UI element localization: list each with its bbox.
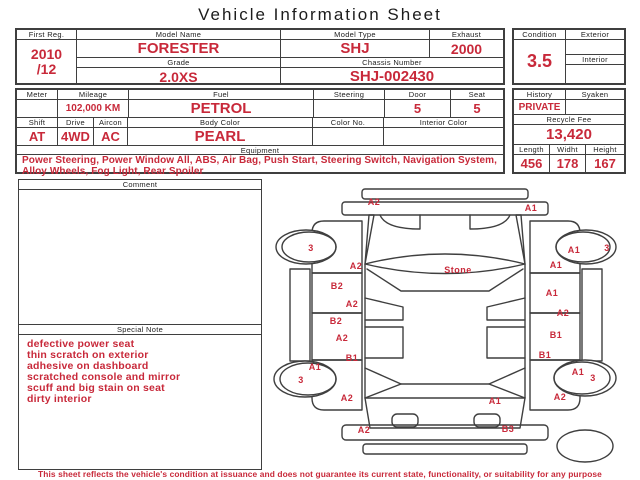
exterior-value (566, 40, 624, 55)
shift-value: AT (28, 129, 46, 144)
body-color-label: Body Color (128, 118, 312, 128)
damage-code-a2: A2 (340, 393, 354, 403)
window-right-front (487, 298, 525, 320)
special-note-body (19, 335, 261, 469)
width-label: Widht (550, 145, 585, 155)
car-damage-diagram (268, 185, 640, 465)
wiper-arc-left (380, 215, 420, 229)
width-cell (550, 145, 586, 172)
damage-code-a2: A2 (367, 197, 381, 207)
grade-value: 2.0XS (159, 68, 198, 85)
recycle-fee-cell (514, 115, 624, 145)
seat-cell (451, 90, 503, 117)
door-value: 5 (413, 101, 422, 116)
steering-value (314, 100, 384, 117)
damage-code-stone: Stone (444, 265, 472, 275)
special-note-line: adhesive on dashboard (27, 360, 149, 372)
body-sides (365, 264, 525, 398)
rear-lower-panel (363, 444, 527, 454)
shift-label: Shift (17, 118, 57, 128)
wiper-arc-right (470, 215, 510, 229)
a-pillar-left (365, 215, 374, 264)
exhaust-value: 2000 (450, 40, 483, 57)
syaken-cell (566, 90, 624, 114)
height-value: 167 (594, 156, 616, 171)
aircon-label: Aircon (94, 118, 127, 128)
history-panel (512, 88, 626, 174)
fuel-cell (129, 90, 314, 117)
steering-label: Steering (314, 90, 384, 100)
page-title: Vehicle Information Sheet (198, 5, 442, 24)
door-label: Door (385, 90, 450, 100)
width-value: 178 (556, 156, 579, 171)
damage-code-a2: A2 (556, 308, 570, 318)
special-note-label: Special Note (19, 325, 261, 335)
length-cell (514, 145, 550, 172)
spare-wheel (557, 430, 613, 462)
recycle-fee-label: Recycle Fee (514, 115, 624, 125)
fuel-value: PETROL (190, 100, 252, 117)
exhaust-cell (430, 30, 503, 57)
door-cell (385, 90, 451, 117)
damage-code-b2: B2 (330, 281, 344, 291)
vehicle-main-table (15, 28, 505, 85)
damage-code-b1: B1 (538, 350, 552, 360)
aircon-cell (94, 118, 128, 145)
special-note-line: defective power seat (27, 338, 135, 350)
damage-code-3: 3 (590, 373, 596, 383)
history-cell (514, 90, 566, 114)
damage-code-3: 3 (604, 243, 610, 253)
interior-color-value (384, 128, 503, 145)
drive-label: Drive (58, 118, 93, 128)
seat-value: 5 (473, 101, 481, 116)
meter-label: Meter (17, 90, 57, 100)
exhaust-label: Exhaust (430, 30, 503, 40)
damage-code-a2: A2 (349, 261, 363, 271)
a-pillar-right (516, 215, 525, 264)
model-type-label: Model Type (281, 30, 429, 40)
fuel-label: Fuel (129, 90, 313, 100)
special-note-line: dirty interior (27, 393, 92, 405)
damage-code-b1: B1 (345, 353, 359, 363)
body-color-cell (128, 118, 313, 145)
history-value: PRIVATE (518, 101, 561, 113)
rocker-left (290, 269, 310, 361)
condition-cell (514, 30, 566, 83)
syaken-value (566, 100, 624, 114)
damage-code-a1: A1 (567, 245, 581, 255)
recycle-fee-value: 13,420 (546, 126, 592, 143)
equipment-label: Equipment (17, 146, 503, 155)
damage-code-a1: A1 (549, 260, 563, 270)
chassis-number-label: Chassis Number (281, 58, 503, 68)
length-label: Length (514, 145, 549, 155)
comment-label: Comment (19, 180, 261, 190)
rocker-right (582, 269, 602, 361)
equipment-value: Power Steering, Power Window All, ABS, Air Bag, Push Start, Steering Switch, Navigation System, Alloy Wheels, Fog Light, Rear Spoiler (22, 155, 498, 177)
damage-code-a2: A2 (335, 333, 349, 343)
condition-value: 3.5 (526, 51, 553, 71)
color-no-label: Color No. (313, 118, 383, 128)
chassis-number-value: SHJ-002430 (349, 68, 435, 85)
model-type-value: SHJ (340, 40, 370, 57)
seat-label: Seat (451, 90, 503, 100)
first-reg-label: First Reg. (17, 30, 76, 40)
chassis-number-cell (281, 58, 503, 85)
model-name-value: FORESTER (137, 40, 220, 57)
shift-cell (17, 118, 58, 145)
condition-box (512, 28, 626, 85)
special-note-line: thin scratch on exterior (27, 349, 149, 361)
drive-cell (58, 118, 94, 145)
window-right-rear (487, 327, 525, 358)
height-cell (586, 145, 624, 172)
special-note-line: scratched console and mirror (27, 371, 181, 383)
window-left-rear (365, 327, 403, 358)
body-color-value: PEARL (194, 128, 246, 145)
color-no-cell (313, 118, 384, 145)
disclaimer-text: This sheet reflects the vehicle's condition at issuance and does not guarantee its current state, functionality, or suitability for any purpose (38, 469, 602, 479)
length-value: 456 (520, 156, 543, 171)
front-bumper (362, 189, 528, 199)
condition-label: Condition (514, 30, 565, 40)
history-label: History (514, 90, 565, 100)
model-type-cell (281, 30, 430, 57)
damage-code-a2: A2 (345, 299, 359, 309)
mileage-cell (58, 90, 129, 117)
interior-label: Interior (566, 55, 624, 65)
model-name-cell (77, 30, 281, 57)
vehicle-detail-table (15, 88, 505, 177)
grade-label: Grade (77, 58, 280, 68)
rear-bumper (342, 425, 548, 440)
damage-code-b3: B3 (501, 424, 515, 434)
damage-code-a2: A2 (553, 392, 567, 402)
damage-code-3: 3 (308, 243, 314, 253)
comment-note-box (18, 179, 262, 470)
model-name-label: Model Name (77, 30, 280, 40)
comment-body (19, 190, 261, 325)
grade-cell (77, 58, 281, 85)
syaken-label: Syaken (566, 90, 624, 100)
drive-value: 4WD (61, 129, 90, 144)
special-note-line: scuff and big stain on seat (27, 382, 165, 394)
height-label: Height (586, 145, 624, 155)
damage-code-b1: B1 (549, 330, 563, 340)
damage-code-a2: A2 (357, 425, 371, 435)
window-left-front (365, 298, 403, 320)
damage-code-a1: A1 (524, 203, 538, 213)
meter-cell (17, 90, 58, 117)
exterior-label: Exterior (566, 30, 624, 40)
steering-cell (314, 90, 385, 117)
interior-color-cell (384, 118, 503, 145)
damage-code-a1: A1 (308, 362, 322, 372)
damage-code-a1: A1 (571, 367, 585, 377)
damage-code-a1: A1 (545, 288, 559, 298)
damage-code-a1: A1 (488, 396, 502, 406)
roof-rear-edge (365, 368, 525, 384)
damage-code-b2: B2 (329, 316, 343, 326)
damage-code-3: 3 (298, 375, 304, 385)
meter-value (17, 100, 57, 117)
mileage-value: 102,000 KM (65, 103, 121, 114)
interior-value (566, 65, 624, 83)
mileage-label: Mileage (58, 90, 128, 100)
interior-color-label: Interior Color (384, 118, 503, 128)
first-reg-value: 2010 /12 (30, 45, 63, 77)
aircon-value: AC (101, 129, 120, 144)
color-no-value (313, 128, 383, 145)
first-reg-cell (17, 30, 77, 83)
